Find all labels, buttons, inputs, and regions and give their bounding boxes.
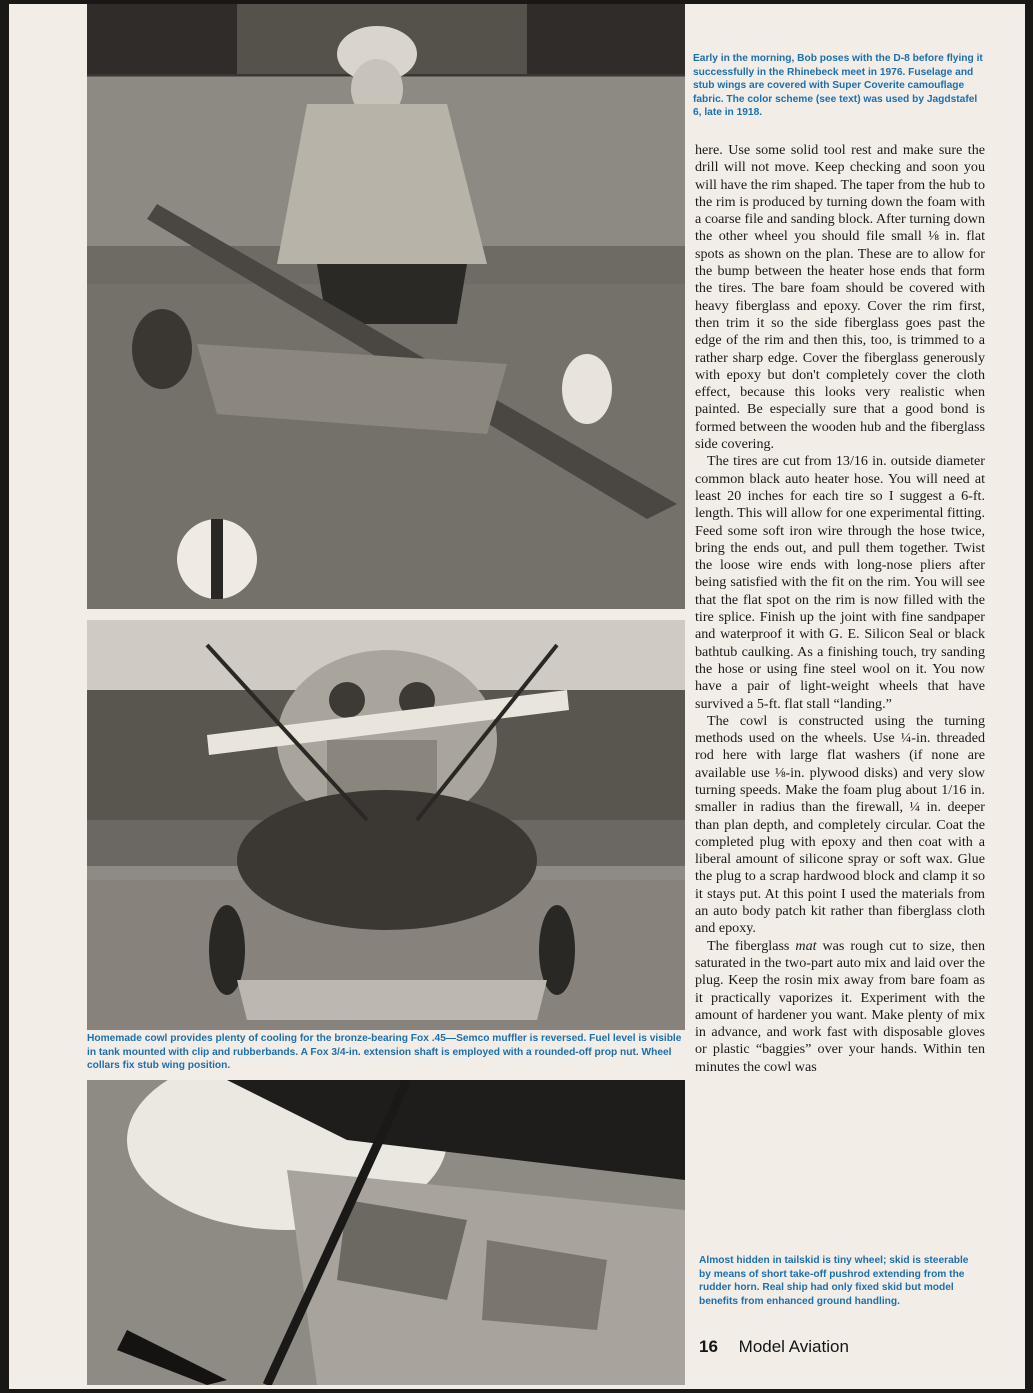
magazine-page [9,4,1025,1389]
body-paragraph-1: here. Use some solid tool rest and make sure the drill will not move. Keep checking and soon you will have the rim shaped. The taper from the hub to the rim is produced by turning down the foam with a coarse file and sanding block. After turning down the other wheel you should file small ⅛ in. flat spots as shown on the plan. These are to allow for the bump between the heater hose ends that form the tires. The bare foam should be covered with heavy fiberglass and epoxy. Cover the rim first, then trim it so the side fiberglass goes past the edge of the rim and then this, too, is trimmed to a rather sharp edge. Cover the fiberglass generously with epoxy but don't completely cover the cloth effect, because this looks very realistic when painted. Be especially sure that a good bond is formed between the wooden hub and the fiberglass side covering. [695,142,985,453]
photo-bob-with-d8-image [87,4,685,609]
caption-top-right: Early in the morning, Bob poses with the D-8 before flying it successfully in the Rhinebeck meet in 1976. Fuselage and stub wings are covered with Super Coverite camouflage fabric. The color scheme (see text) was used by Jagdstafel 6, late in 1918. [693,53,983,118]
article-body [695,142,985,1076]
caption-middle-left: Homemade cowl provides plenty of cooling for the bronze-bearing Fox .45—Semco muffler is reversed. Fuel level is visible in tank mounted with clip and rubberbands. A Fox 3/4-in. extension shaft is employed with a rounded-off prop nut. Wheel collars fix stub wing position. [87,1033,682,1071]
body-paragraph-3: The cowl is constructed using the turning methods used on the wheels. Use ¼-in. threaded rod here with large flat washers (if none are available use ⅛-in. plywood disks) and very slow turning speeds. Make the foam plug about 1/16 in. smaller in radius than the firewall, ¼ in. deeper than plan depth, and completely circular. Coat the completed plug with epoxy and then coat with a liberal amount of silicone spray or soft wax. Glue the plug to a scrap hardwood block and clamp it so it stays put. At this point I used the materials from an auto body patch kit rather than fiberglass cloth and epoxy. [695,712,985,937]
body-paragraph-4-rest: was rough cut to size, then saturated in the two-part auto mix and laid over the plug. Keep the rosin mix away from bare foam as it practically vaporizes it. Experiment with the amount of hardener you want. Make plenty of mix in advance, and work fast with disposable gloves or plastic “baggies” over your hands. Within ten minutes the cowl was [695,937,985,1075]
caption-bottom-right: Almost hidden in tailskid is tiny wheel; skid is steerable by means of short take-off pushrod extending from the rudder horn. Real ship had only fixed skid but model benefits from enhanced ground handling. [699,1255,969,1307]
page-footer [699,1337,849,1357]
photo-cowl-front [87,620,685,1030]
body-paragraph-2: The tires are cut from 13/16 in. outside diameter common black auto heater hose. You will need at least 20 inches for each tire so I suggest a 6-ft. length. This will allow for one experimental fitting. Feed some soft iron wire through the hose twice, bring the ends out, and pull them together. Twist the loose wire ends with long-nose pliers after being satisfied with the fit on the rim. You will see that the flat spot on the rim is now filled with the tire splice. Finish up the joint with fine sandpaper and waterproof it with G. E. Silicon Seal or black bathtub caulking. As a finishing touch, try sanding the hose or using fine steel wool on it. You now have a pair of light-weight wheels that have survived a 5-ft. flat stall “landing.” [695,453,985,712]
magazine-name: Model Aviation [738,1337,849,1356]
body-paragraph-4-emphasis: mat [795,937,817,954]
photo-cowl-front-image [87,620,685,1030]
photo-tailskid-image [87,1080,685,1385]
body-paragraph-4-start: The fiberglass [707,937,796,954]
photo-bob-with-d8 [87,4,685,609]
page-number: 16 [699,1337,718,1356]
body-paragraph-4 [695,938,985,1076]
photo-tailskid [87,1080,685,1385]
